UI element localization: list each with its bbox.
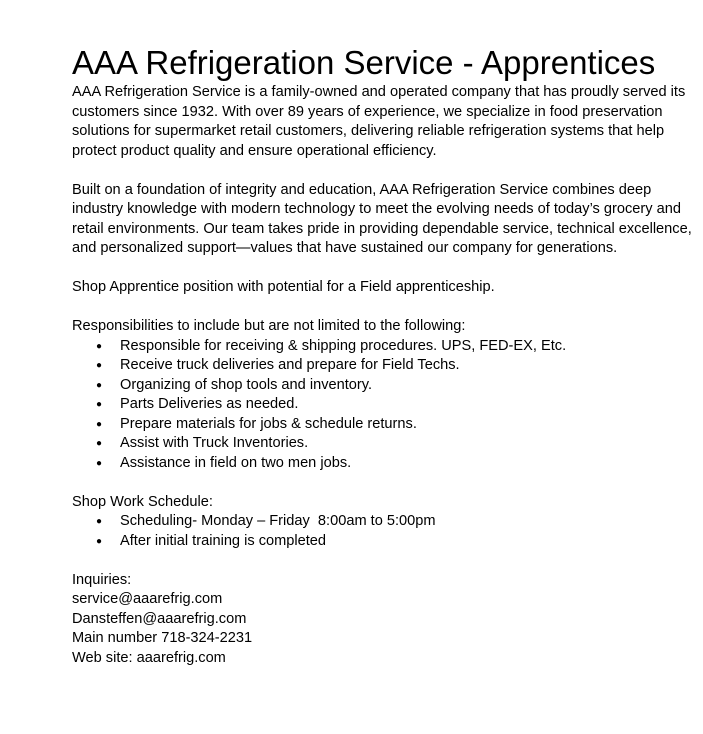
list-item: ● Assistance in field on two men jobs. (72, 454, 700, 474)
paragraph-spacer (72, 161, 700, 181)
responsibilities-heading: Responsibilities to include but are not limited to the following: (72, 318, 466, 334)
intro-paragraph-2: Built on a foundation of integrity and education, AAA Refrigeration Service combines deep industry knowledge with modern technology to meet the evolving needs of today’s grocery and retail environments. Our team takes pride in providing dependable service, technical excellence, and personalized support—values that have sustained our company for generations. (72, 181, 692, 256)
list-item: ● Organizing of shop tools and inventory. (72, 376, 700, 396)
list-item: ● Prepare materials for jobs & schedule returns. (72, 415, 700, 435)
intro-paragraph-1: AAA Refrigeration Service is a family-owned and operated company that has proudly served its customers since 1932. With over 89 years of experience, we specialize in food preservation solutions for supermarket retail customers, delivering reliable refrigeration systems that help protect product quality and ensure operational efficiency. (72, 84, 686, 159)
list-item: ● After initial training is completed (72, 532, 700, 552)
service-email: service@aaarefrig.com (72, 591, 223, 607)
list-item: ● Assist with Truck Inventories. (72, 434, 700, 454)
contact-email: Dansteffen@aaarefrig.com (72, 610, 247, 627)
paragraph-spacer (72, 473, 700, 493)
position-text: Shop Apprentice position with potential for a Field apprenticeship. (72, 279, 495, 295)
inquiries-heading: Inquiries: (72, 571, 132, 588)
page-title: AAA Refrigeration Service - Apprentices (72, 44, 656, 81)
list-item: ● Scheduling- Monday – Friday 8:00am to 5:00pm (72, 512, 700, 532)
schedule-list (72, 512, 700, 551)
list-item: ● Responsible for receiving & shipping procedures. UPS, FED-EX, Etc. (72, 337, 700, 357)
document-body (72, 83, 700, 668)
list-item: ● Parts Deliveries as needed. (72, 395, 700, 415)
paragraph-spacer (72, 259, 700, 279)
website-text: Web site: aaarefrig.com (72, 649, 226, 666)
document-page (72, 43, 700, 668)
main-phone-number: Main number 718-324-2231 (72, 630, 253, 646)
list-item: ● Receive truck deliveries and prepare for Field Techs. (72, 356, 700, 376)
paragraph-spacer (72, 551, 700, 571)
responsibilities-list (72, 337, 700, 474)
paragraph-spacer (72, 298, 700, 318)
schedule-heading: Shop Work Schedule: (72, 493, 213, 510)
